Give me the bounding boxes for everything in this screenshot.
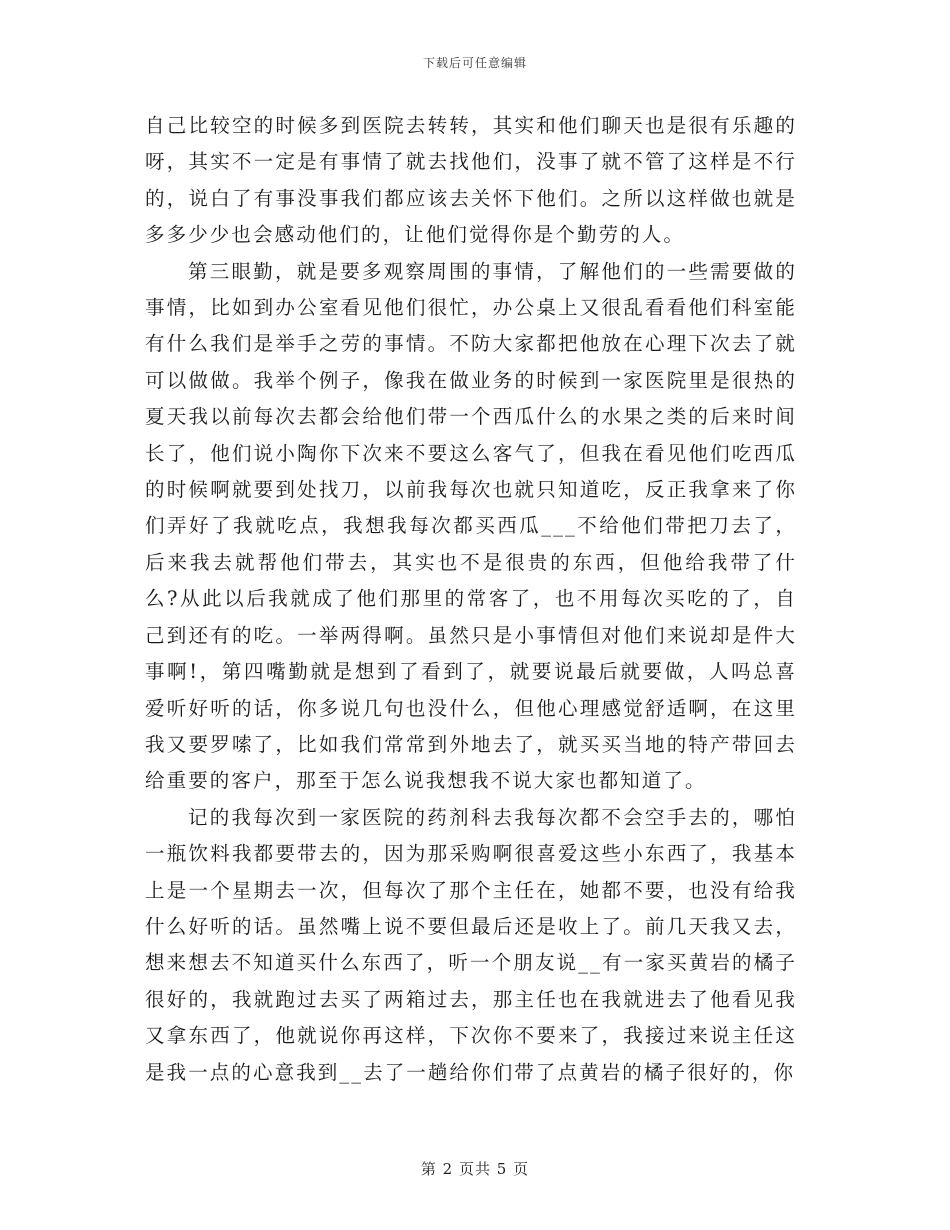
paragraph-pharmacy-story: 记的我每次到一家医院的药剂科去我每次都不会空手去的，哪怕一瓶饮料我都要带去的，因为那采购啊很喜爱这些小东西了，我基本上是一个星期去一次，但每次了那个主任在，她都不要，也没有给我什么好听的话。虽然嘴上说不要但最后还是收上了。前几天我又去，想来想去不知道买什么东西了，听一个朋友说__有一家买黄岩的橘子很好的，我就跑过去买了两箱过去，那主任也在我就进去了他看见我又拿东西了，他就说你再这样，下次你不要来了，我接过来说主任这是我一点的心意我到__去了一趟给你们带了点黄岩的橘子很好的，你 [145, 805, 797, 1084]
page-number: 第 2 页共 5 页 [420, 1160, 530, 1178]
document-body [145, 108, 797, 1091]
paragraph-continuation: 自己比较空的时候多到医院去转转，其实和他们聊天也是很有乐趣的呀，其实不一定是有事情了就去找他们，没事了就不管了这样是不行的，说白了有事没事我们都应该去关怀下他们。之所以这样做也就是多多少少也会感动他们的，让他们觉得你是个勤劳的人。 [145, 114, 797, 247]
paragraph-eye-diligence: 第三眼勤，就是要多观察周围的事情，了解他们的一些需要做的事情，比如到办公室看见他们很忙，办公桌上又很乱看看他们科室能有什么我们是举手之劳的事情。不防大家都把他放在心理下次去了就可以做做。我举个例子，像我在做业务的时候到一家医院里是很热的夏天我以前每次去都会给他们带一个西瓜什么的水果之类的后来时间长了，他们说小陶你下次来不要这么客气了，但我在看见他们吃西瓜的时候啊就要到处找刀，以前我每次也就只知道吃，反正我拿来了你们弄好了我就吃点，我想我每次都买西瓜___不给他们带把刀去了，后来我去就帮他们带去，其实也不是很贵的东西，但他给我带了什么?从此以后我就成了他们那里的常客了，也不用每次买吃的了，自己到还有的吃。一举两得啊。虽然只是小事情但对他们来说却是件大事啊!，第四嘴勤就是想到了看到了，就要说最后就要做，人吗总喜爱听好听的话，你多说几句也没什么，但他心理感觉舒适啊，在这里我又要罗嗦了，比如我们常常到外地去了，就买买当地的特产带回去给重要的客户，那至于怎么说我想我不说大家也都知道了。 [145, 259, 797, 793]
page-header: 下载后可任意编辑 [422, 56, 527, 70]
